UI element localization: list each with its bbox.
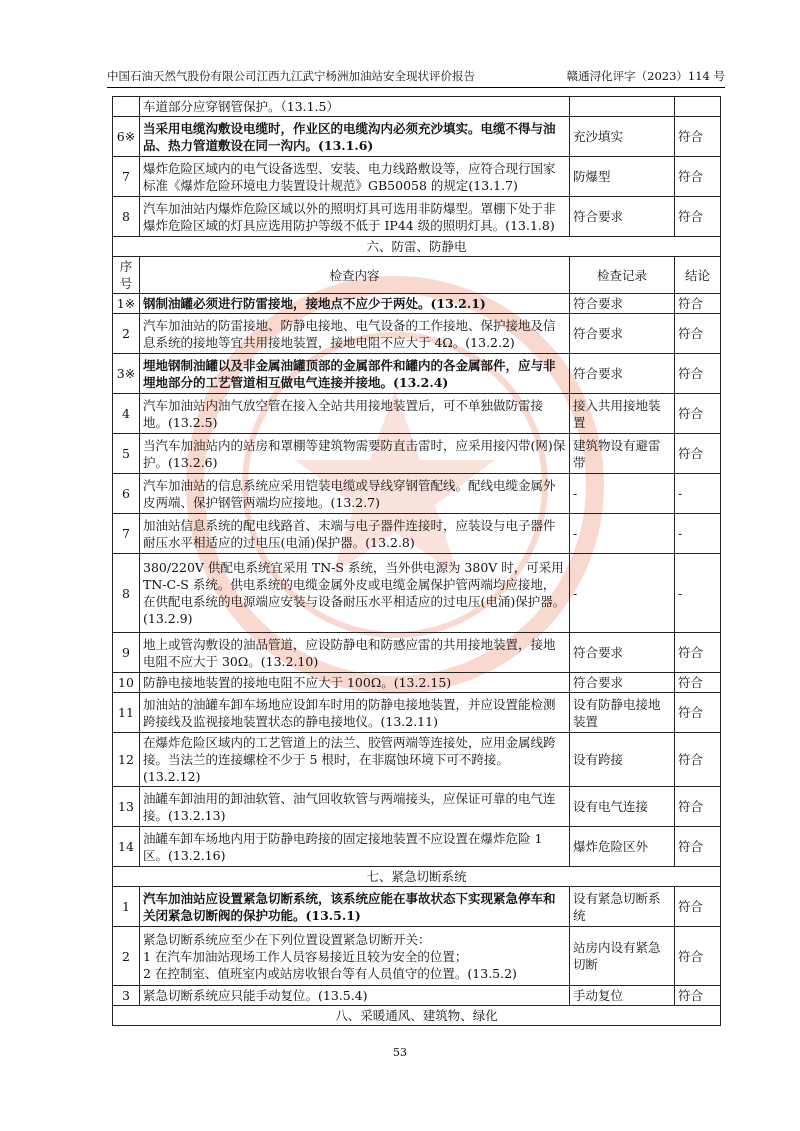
check-record: -	[570, 554, 675, 633]
section-7	[113, 867, 721, 887]
check-result: 符合	[675, 394, 721, 434]
check-result: -	[675, 474, 721, 514]
column-header-no: 序号	[113, 257, 140, 294]
section-6	[113, 237, 721, 294]
check-record: 符合要求	[570, 294, 675, 314]
check-content: 防静电接地装置的接地电阻不应大于 100Ω。(13.2.15)	[140, 673, 570, 693]
row-number	[113, 97, 140, 117]
check-result: 符合	[675, 294, 721, 314]
row-number: 6	[113, 474, 140, 514]
check-content: 汽车加油站应设置紧急切断系统，该系统应能在事故状态下实现紧急停车和关闭紧急切断阀的保护功能。(13.5.1)	[140, 887, 570, 927]
check-result: 符合	[675, 354, 721, 394]
table-row	[113, 554, 721, 633]
row-number: 13	[113, 787, 140, 827]
check-record: 设有防静电接地装置	[570, 693, 675, 733]
check-record	[570, 97, 675, 117]
inspection-table	[112, 96, 721, 1026]
table-row	[113, 733, 721, 787]
row-number: 5	[113, 434, 140, 474]
check-result: 符合	[675, 157, 721, 197]
check-result: 符合	[675, 314, 721, 354]
table-row	[113, 827, 721, 867]
check-content: 车道部分应穿钢管保护。（13.1.5）	[140, 97, 570, 117]
page-number: 53	[393, 1046, 407, 1059]
check-record: 符合要求	[570, 197, 675, 237]
check-record: 符合要求	[570, 633, 675, 673]
table-row	[113, 157, 721, 197]
table-row	[113, 354, 721, 394]
check-record: 充沙填实	[570, 117, 675, 157]
check-content: 当采用电缆沟敷设电缆时，作业区的电缆沟内必须充沙填实。电缆不得与油品、热力管道敷设在同一沟内。(13.1.6)	[140, 117, 570, 157]
check-result: 符合	[675, 633, 721, 673]
row-number: 1	[113, 887, 140, 927]
check-content: 汽车加油站内爆炸危险区域以外的照明灯具可选用非防爆型。罩棚下处于非爆炸危险区域的灯具应选用防护等级不低于 IP44 级的照明灯具。(13.1.8)	[140, 197, 570, 237]
row-number: 10	[113, 673, 140, 693]
row-number: 7	[113, 514, 140, 554]
row-number: 11	[113, 693, 140, 733]
row-number: 3※	[113, 354, 140, 394]
check-content: 油罐车卸油用的卸油软管、油气回收软管与两端接头，应保证可靠的电气连接。(13.2.13)	[140, 787, 570, 827]
page-header	[107, 68, 725, 84]
check-record: -	[570, 474, 675, 514]
check-result: -	[675, 514, 721, 554]
check-record: 设有紧急切断系统	[570, 887, 675, 927]
table-row	[113, 474, 721, 514]
check-result: 符合	[675, 434, 721, 474]
column-header-content: 检查内容	[140, 257, 570, 294]
check-content: 紧急切断系统应至少在下列位置设置紧急切断开关： 1 在汽车加油站现场工作人员容易接近且较为安全的位置； 2 在控制室、值班室内或站房收银台等有人员值守的位置。(13.5.2)	[140, 927, 570, 986]
check-result: 符合	[675, 887, 721, 927]
table-row	[113, 986, 721, 1006]
header-divider	[107, 87, 725, 88]
check-content: 钢制油罐必须进行防雷接地，接地点不应少于两处。(13.2.1)	[140, 294, 570, 314]
row-number: 2	[113, 314, 140, 354]
check-record: 设有跨接	[570, 733, 675, 787]
check-result: -	[675, 554, 721, 633]
row-number: 9	[113, 633, 140, 673]
table-row	[113, 927, 721, 986]
row-number: 4	[113, 394, 140, 434]
table-row	[113, 887, 721, 927]
table-row	[113, 434, 721, 474]
check-result: 符合	[675, 117, 721, 157]
table-row	[113, 514, 721, 554]
section-heading: 八、采暖通风、建筑物、绿化	[113, 1006, 721, 1026]
check-content: 在爆炸危险区域内的工艺管道上的法兰、胶管两端等连接处，应用金属线跨接。当法兰的连接螺栓不少于 5 根时，在非腐蚀环境下可不跨接。(13.2.12)	[140, 733, 570, 787]
check-record: 手动复位	[570, 986, 675, 1006]
table-row	[113, 693, 721, 733]
row-number: 12	[113, 733, 140, 787]
check-content: 埋地钢制油罐以及非金属油罐顶部的金属部件和罐内的各金属部件，应与非埋地部分的工艺管道相互做电气连接并接地。(13.2.4)	[140, 354, 570, 394]
header-report-title: 中国石油天然气股份有限公司江西九江武宁杨洲加油站安全现状评价报告	[107, 69, 475, 83]
section-heading: 七、紧急切断系统	[113, 867, 721, 887]
table-row	[113, 633, 721, 673]
row-number: 8	[113, 554, 140, 633]
check-record: 接入共用接地装置	[570, 394, 675, 434]
check-result: 符合	[675, 197, 721, 237]
column-header-result: 结论	[675, 257, 721, 294]
check-content: 汽车加油站的防雷接地、防静电接地、电气设备的工作接地、保护接地及信息系统的接地等宜共用接地装置，接地电阻不应大于 4Ω。(13.2.2)	[140, 314, 570, 354]
table-row	[113, 787, 721, 827]
section-heading: 六、防雷、防静电	[113, 237, 721, 257]
check-content: 紧急切断系统应只能手动复位。(13.5.4)	[140, 986, 570, 1006]
check-content: 汽车加油站内油气放空管在接入全站共用接地装置后，可不单独做防雷接地。(13.2.5)	[140, 394, 570, 434]
check-record: 建筑物设有避雷带	[570, 434, 675, 474]
table-row	[113, 314, 721, 354]
check-record: 符合要求	[570, 314, 675, 354]
check-record: 防爆型	[570, 157, 675, 197]
check-content: 油罐车卸车场地内用于防静电跨接的固定接地装置不应设置在爆炸危险 1 区。(13.2.16)	[140, 827, 570, 867]
table-row	[113, 294, 721, 314]
row-number: 7	[113, 157, 140, 197]
column-header-record: 检查记录	[570, 257, 675, 294]
table-row	[113, 117, 721, 157]
row-number: 14	[113, 827, 140, 867]
check-result: 符合	[675, 827, 721, 867]
check-result: 符合	[675, 927, 721, 986]
check-content: 爆炸危险区域内的电气设备选型、安装、电力线路敷设等，应符合现行国家标准《爆炸危险环境电力装置设计规范》GB50058 的规定(13.1.7)	[140, 157, 570, 197]
check-content: 加油站的油罐车卸车场地应设卸车时用的防静电接地装置，并应设置能检测跨接线及监视接地装置状态的静电接地仪。(13.2.11)	[140, 693, 570, 733]
check-content: 加油站信息系统的配电线路首、末端与电子器件连接时，应装设与电子器件耐压水平相适应的过电压(电涌)保护器。(13.2.8)	[140, 514, 570, 554]
table-row	[113, 394, 721, 434]
header-report-number: 赣通浔化评字（2023）114 号	[566, 69, 725, 83]
table-body-section-6	[113, 294, 721, 867]
table-row	[113, 97, 721, 117]
check-result: 符合	[675, 787, 721, 827]
row-number: 8	[113, 197, 140, 237]
check-result: 符合	[675, 986, 721, 1006]
section-8	[113, 1006, 721, 1026]
check-content: 地上或管沟敷设的油品管道，应设防静电和防感应雷的共用接地装置，接地电阻不应大于 30Ω。(13.2.10)	[140, 633, 570, 673]
row-number: 1※	[113, 294, 140, 314]
check-result: 符合	[675, 733, 721, 787]
table-row	[113, 197, 721, 237]
check-content: 当汽车加油站内的站房和罩棚等建筑物需要防直击雷时，应采用接闪带(网)保护。(13.2.6)	[140, 434, 570, 474]
table-body-top	[113, 97, 721, 237]
row-number: 3	[113, 986, 140, 1006]
table-row	[113, 673, 721, 693]
check-content: 汽车加油站的信息系统应采用铠装电缆或导线穿钢管配线。配线电缆金属外皮两端、保护钢管两端均应接地。(13.2.7)	[140, 474, 570, 514]
check-result: 符合	[675, 673, 721, 693]
check-result: 符合	[675, 693, 721, 733]
check-content: 380/220V 供配电系统宜采用 TN-S 系统，当外供电源为 380V 时，可采用 TN-C-S 系统。供电系统的电缆金属外皮或电缆金属保护管两端均应接地，在供配电系统的电源端应安装与设备耐压水平相适应的过电压(电涌)保护器。(13.2.9)	[140, 554, 570, 633]
check-record: 符合要求	[570, 354, 675, 394]
check-record: 设有电气连接	[570, 787, 675, 827]
table-body-section-7	[113, 887, 721, 1006]
row-number: 6※	[113, 117, 140, 157]
check-record: -	[570, 514, 675, 554]
check-record: 符合要求	[570, 673, 675, 693]
check-record: 爆炸危险区外	[570, 827, 675, 867]
check-result	[675, 97, 721, 117]
row-number: 2	[113, 927, 140, 986]
check-record: 站房内设有紧急切断	[570, 927, 675, 986]
